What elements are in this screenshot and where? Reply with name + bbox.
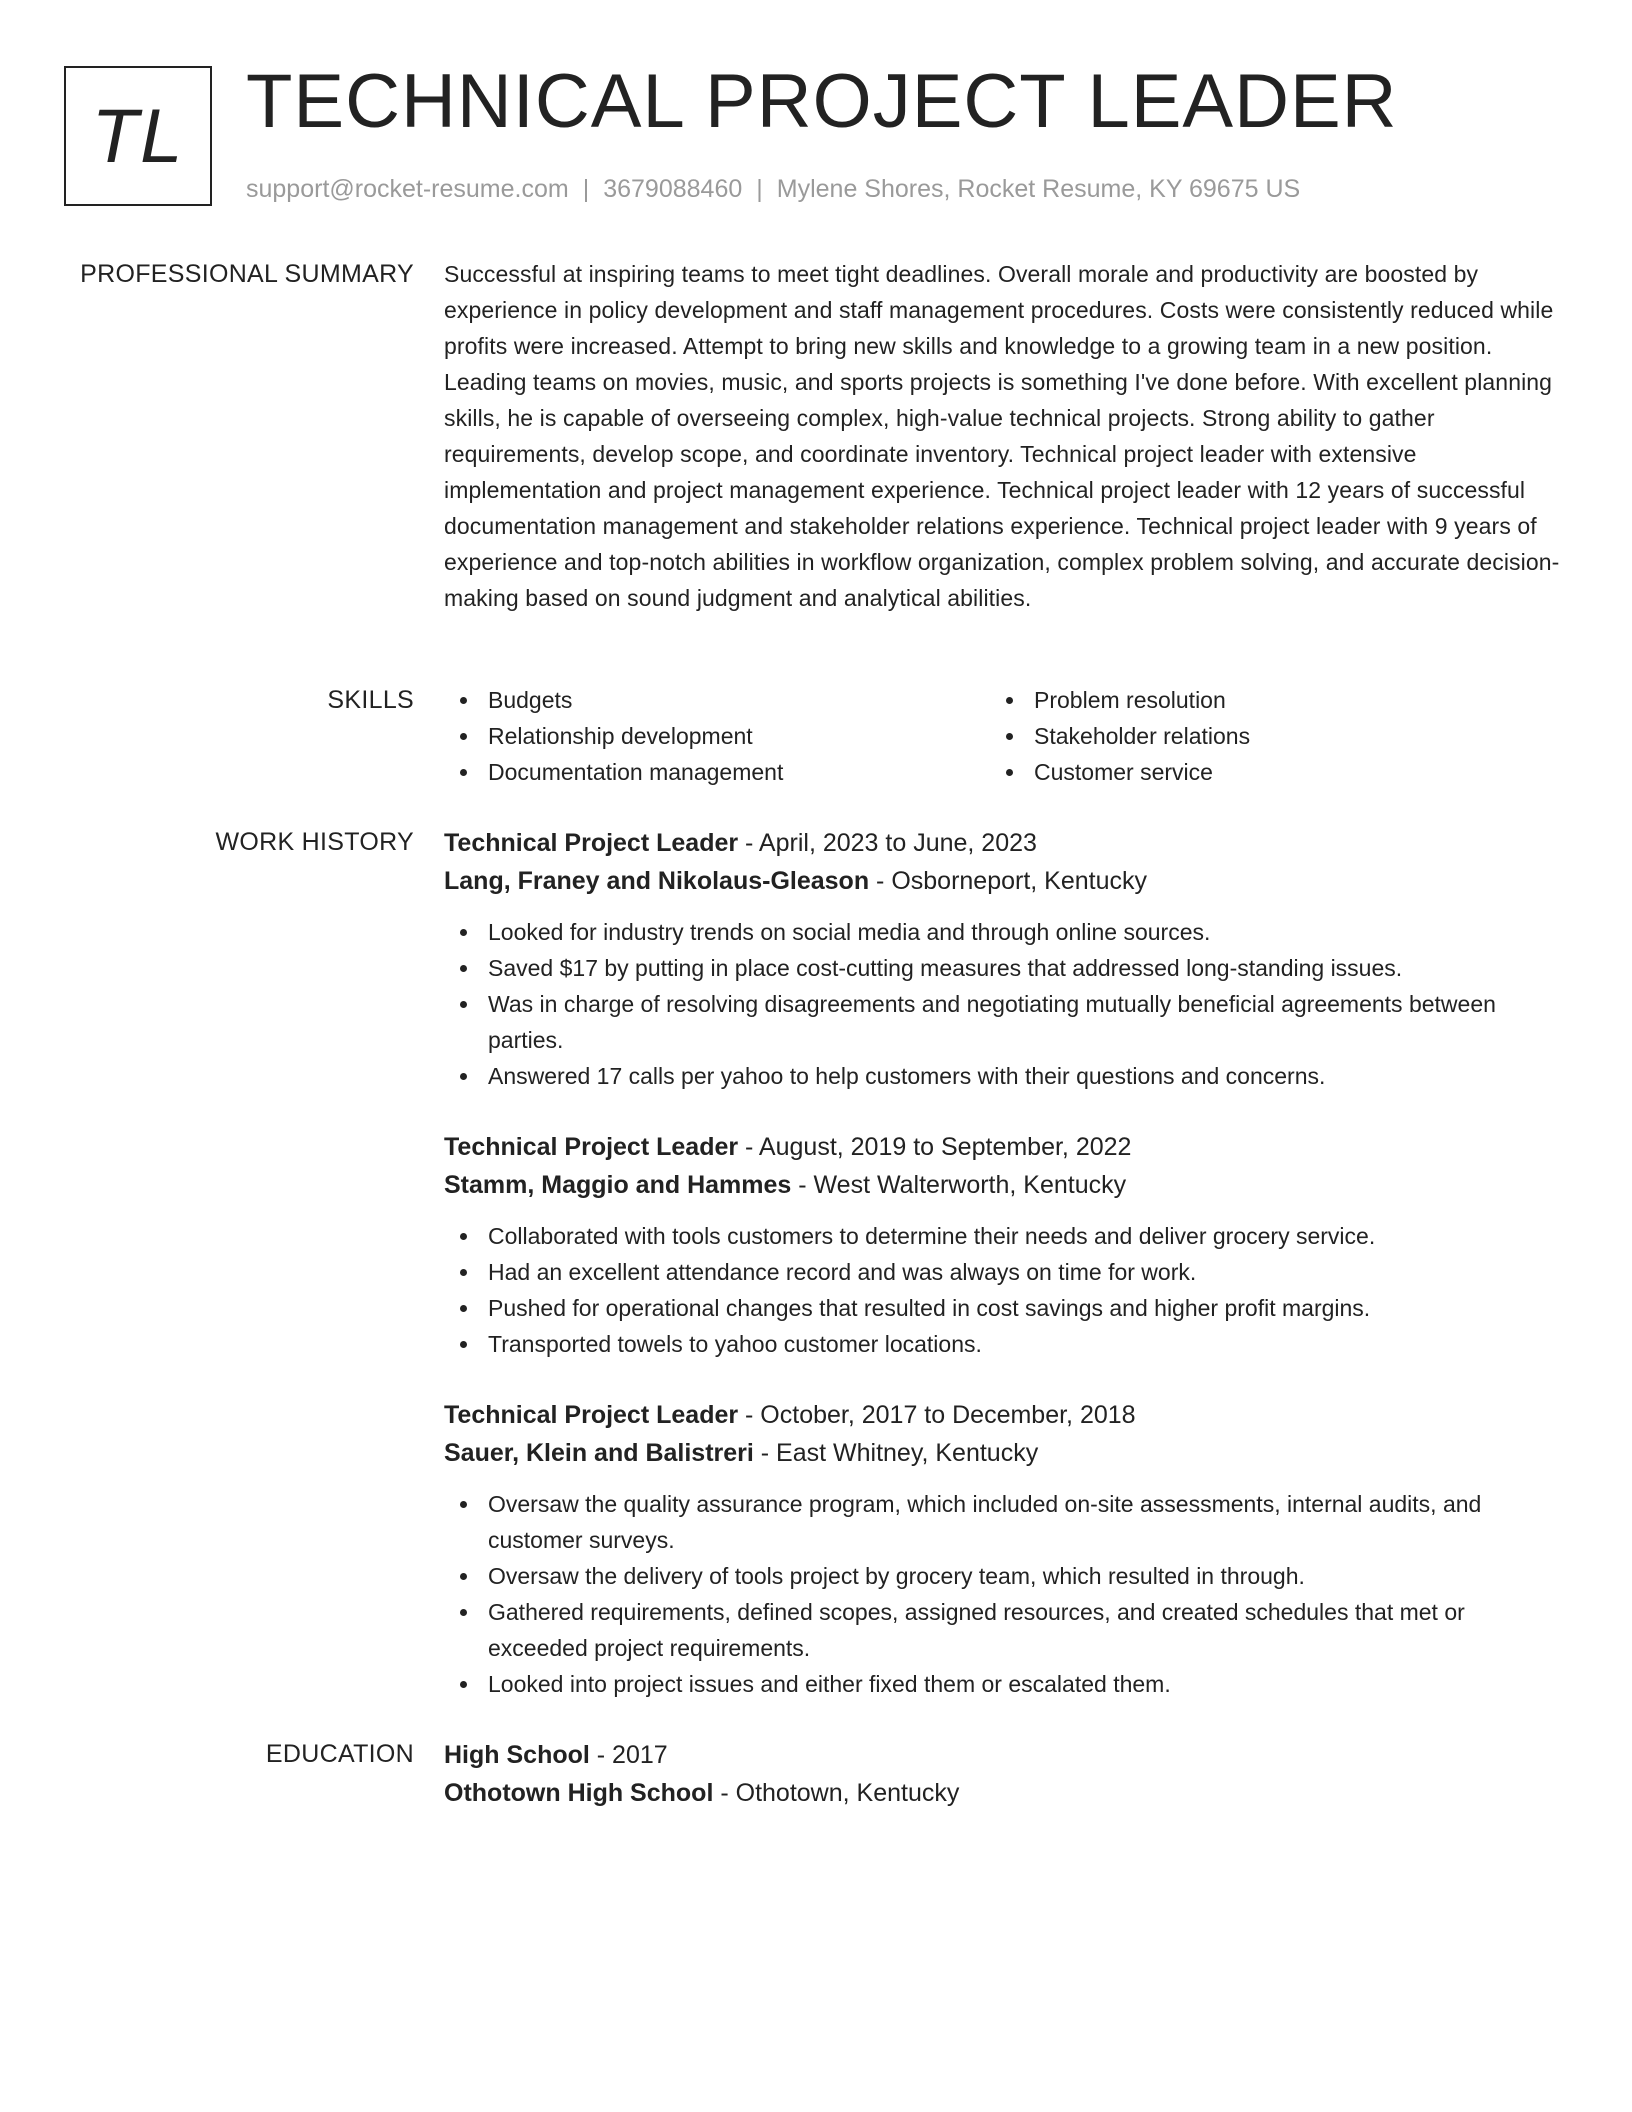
job-bullet: Looked into project issues and either fixed them or escalated them. — [444, 1666, 1560, 1702]
job-title: Technical Project Leader — [444, 829, 739, 857]
job-bullet: Collaborated with tools customers to determine their needs and deliver grocery service. — [444, 1218, 1560, 1254]
job-bullet: Saved $17 by putting in place cost-cutting measures that addressed long-standing issues. — [444, 950, 1560, 986]
job-bullet: Pushed for operational changes that resulted in cost savings and higher profit margins. — [444, 1290, 1560, 1326]
job-bullets — [444, 914, 1560, 1094]
education-degree-line — [444, 1736, 1560, 1774]
job-bullet: Oversaw the quality assurance program, which included on-site assessments, internal audits, and customer surveys. — [444, 1486, 1560, 1558]
job-bullet: Was in charge of resolving disagreements and negotiating mutually beneficial agreements between parties. — [444, 986, 1560, 1058]
job-company: Lang, Franey and Nikolaus-Gleason — [444, 867, 870, 895]
education-year: - 2017 — [589, 1741, 668, 1769]
job-title: Technical Project Leader — [444, 1133, 739, 1161]
job-location: - Osborneport, Kentucky — [869, 867, 1148, 895]
job-bullet: Had an excellent attendance record and was always on time for work. — [444, 1254, 1560, 1290]
job-bullets — [444, 1486, 1560, 1702]
job-bullet: Gathered requirements, defined scopes, assigned resources, and created schedules that met or exceeded project requirements. — [444, 1594, 1560, 1666]
education-label: EDUCATION — [265, 1740, 414, 1768]
job-location: - West Walterworth, Kentucky — [791, 1171, 1127, 1199]
education-location: - Othotown, Kentucky — [713, 1779, 960, 1807]
job-title: Technical Project Leader — [444, 1401, 739, 1429]
job-location: - East Whitney, Kentucky — [753, 1439, 1039, 1467]
job-bullet: Looked for industry trends on social media and through online sources. — [444, 914, 1560, 950]
job-dates: - October, 2017 to December, 2018 — [738, 1401, 1136, 1429]
skill-item: Customer service — [990, 754, 1536, 790]
education-school: Othotown High School — [444, 1779, 714, 1807]
work-history-body — [444, 824, 1560, 1736]
job-entry — [444, 1396, 1560, 1702]
summary-body — [444, 256, 1560, 616]
skills-column-right — [990, 682, 1536, 790]
contact-phone: 3679088460 — [603, 175, 743, 203]
education-degree: High School — [444, 1741, 590, 1769]
job-bullet: Answered 17 calls per yahoo to help customers with their questions and concerns. — [444, 1058, 1560, 1094]
job-bullets — [444, 1218, 1560, 1362]
summary-text: Successful at inspiring teams to meet tight deadlines. Overall morale and productivity are boosted by experience in policy development and staff management procedures. Costs were consistently reduced while profits were increased. Attempt to bring new skills and knowledge to a growing team in a new position. Leading teams on movies, music, and sports projects is something I've done before. With excellent planning skills, he is capable of overseeing complex, high-value technical projects. Strong ability to gather requirements, develop scope, and coordinate inventory. Technical project leader with extensive implementation and project management experience. Technical project leader with 12 years of successful documentation management and stakeholder relations experience. Technical project leader with 9 years of experience and top-notch abilities in workflow organization, complex problem solving, and accurate decision-making based on sound judgment and analytical abilities. — [444, 261, 1560, 611]
job-entry — [444, 824, 1560, 1094]
monogram-logo: TL — [64, 66, 212, 206]
job-title-line — [444, 1128, 1560, 1166]
job-entry — [444, 1128, 1560, 1362]
job-company-line — [444, 862, 1560, 900]
skills-grid — [444, 682, 1560, 790]
resume-title: TECHNICAL PROJECT LEADER — [246, 59, 1398, 144]
skill-item: Documentation management — [444, 754, 990, 790]
skills-label: SKILLS — [327, 686, 414, 714]
skills-column-left — [444, 682, 990, 790]
summary-label: PROFESSIONAL SUMMARY — [80, 260, 414, 288]
contact-line — [246, 172, 1300, 206]
job-company-line — [444, 1434, 1560, 1472]
contact-separator: | — [582, 175, 590, 203]
job-dates: - April, 2023 to June, 2023 — [738, 829, 1037, 857]
job-bullet: Oversaw the delivery of tools project by grocery team, which resulted in through. — [444, 1558, 1560, 1594]
job-company: Stamm, Maggio and Hammes — [444, 1171, 792, 1199]
contact-email: support@rocket-resume.com — [246, 175, 569, 203]
job-company: Sauer, Klein and Balistreri — [444, 1439, 754, 1467]
job-company-line — [444, 1166, 1560, 1204]
skill-item: Relationship development — [444, 718, 990, 754]
contact-address: Mylene Shores, Rocket Resume, KY 69675 US — [776, 175, 1301, 203]
work-history-label: WORK HISTORY — [215, 828, 414, 856]
education-school-line — [444, 1774, 1560, 1812]
job-bullet: Transported towels to yahoo customer locations. — [444, 1326, 1560, 1362]
contact-separator: | — [756, 175, 763, 203]
education-body — [444, 1736, 1560, 1812]
skill-item: Problem resolution — [990, 682, 1536, 718]
skill-item: Budgets — [444, 682, 990, 718]
job-title-line — [444, 1396, 1560, 1434]
skill-item: Stakeholder relations — [990, 718, 1536, 754]
job-dates: - August, 2019 to September, 2022 — [738, 1133, 1132, 1161]
job-title-line — [444, 824, 1560, 862]
